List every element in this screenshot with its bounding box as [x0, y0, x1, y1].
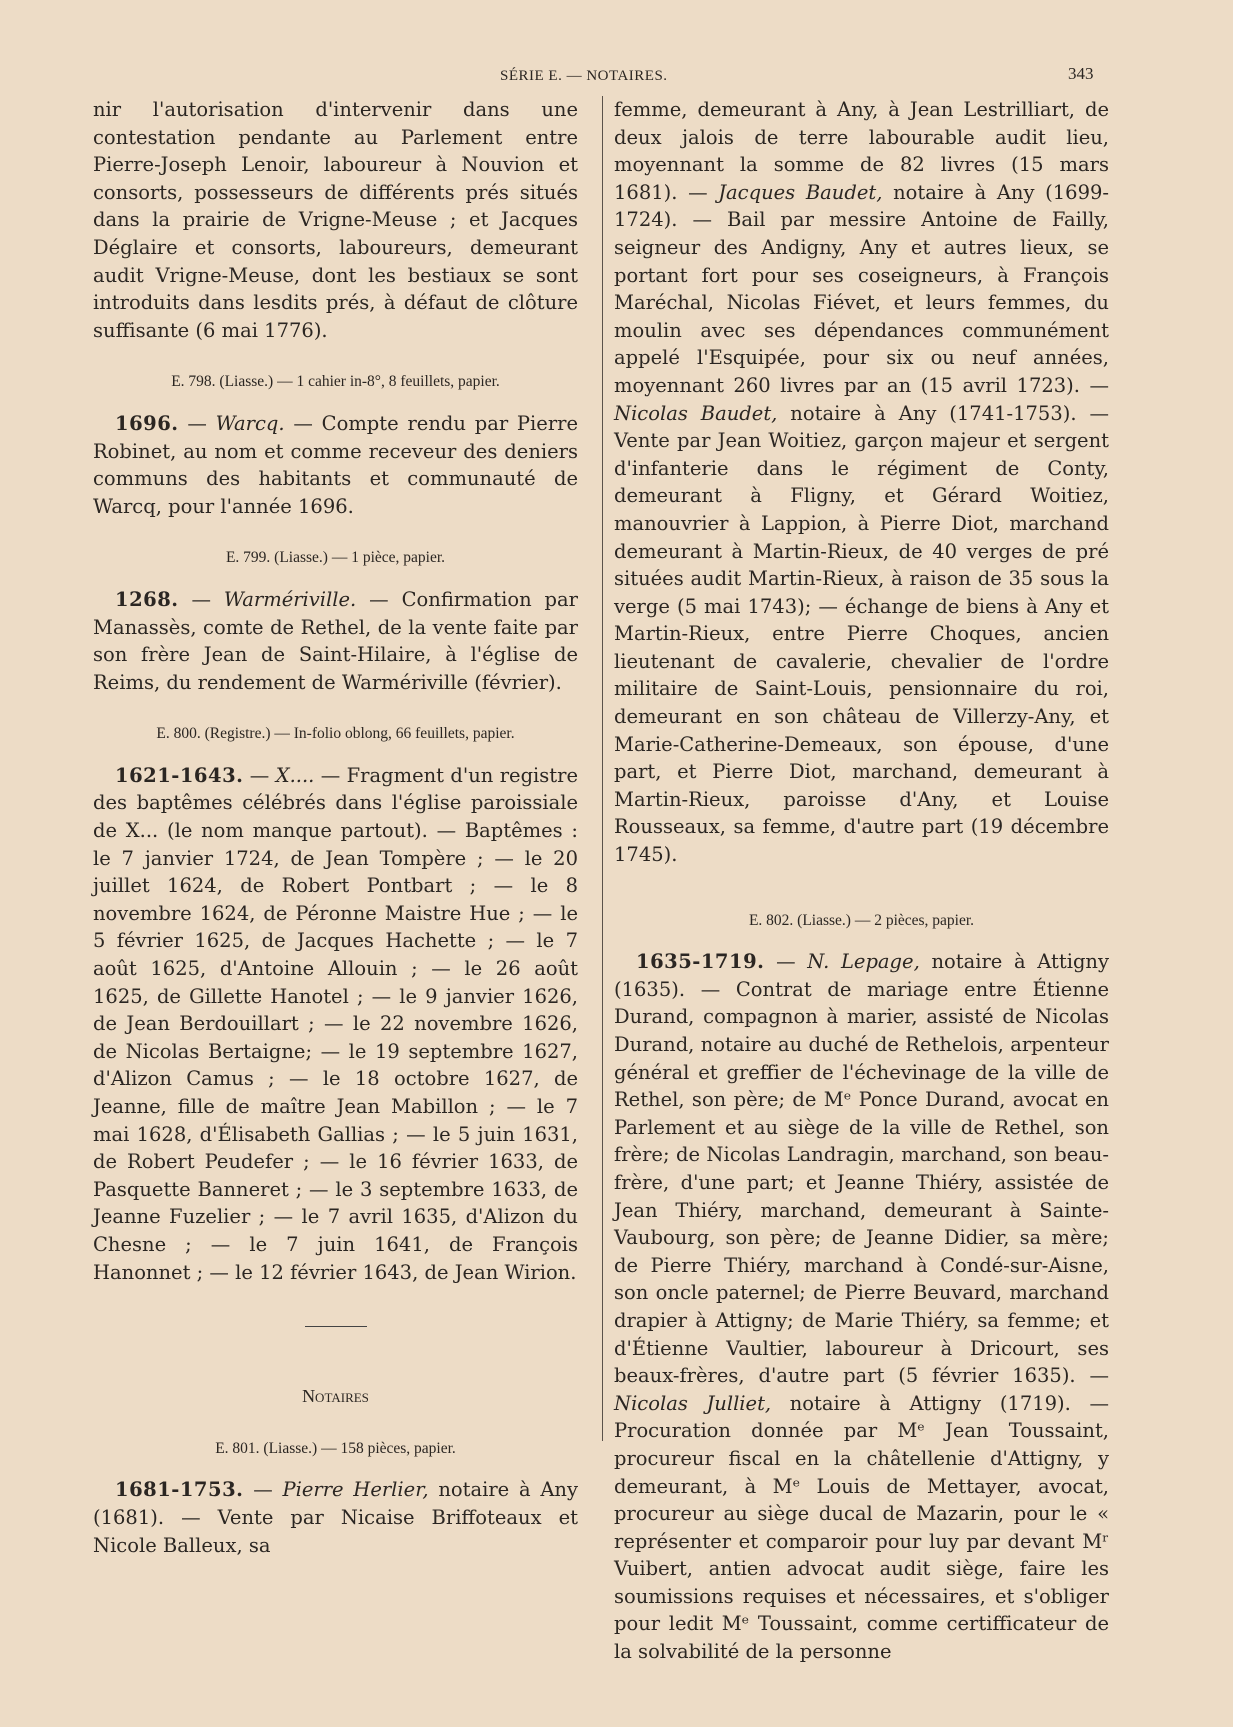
notary-name: Jacques Baudet,: [718, 180, 883, 204]
entry-reference-e800: E. 800. (Registre.) — In-folio oblong, 66 feuillets, papier.: [156, 725, 515, 743]
left-column: [93, 96, 578, 1559]
entry-date: 1621-1643.: [115, 763, 244, 787]
notary-name: N. Lepage,: [807, 950, 920, 974]
page-header: [0, 64, 1233, 90]
entry-text: femme, demeurant à Any, à Jean Lestrilliart, de deux jalois de terre labourable audit lieu, moyennant la somme de 82 livres (15 mars 1681). —: [614, 98, 1109, 204]
entry-text: notaire à Any (1681). — Vente par Nicaise Briffoteaux et Nicole Balleux, sa: [93, 1478, 579, 1557]
continued-paragraph: [614, 96, 1109, 869]
entry-reference-e802: E. 802. (Liasse.) — 2 pièces, papier.: [748, 911, 975, 929]
column-divider: [602, 96, 603, 1441]
entry-place: Warcq.: [215, 411, 285, 435]
entry-e802: 1635-1719. — N. Lepage, notaire à Attigny (1635). — Contrat de mariage entre Étienne Durand, compagnon à marier, assisté de Nicolas Durand, notaire au duché de Rethelois, arpenteur général et greffier de l'échevinage de la ville de Rethel, son père; de Mᵉ Ponce Durand, avocat en Parlement et au siège de la ville de Rethel, son frère; de Nicolas Landragin, marchand, son beau-frère, d'une part; et Jeanne Thiéry, assistée de Jean Thiéry, marchand, demeurant à Sainte-Vaubourg, son père; de Jeanne Didier, sa mère; de Pierre Thiéry, marchand à Condé-sur-Aisne, son oncle paternel; de Pierre Beuvard, marchand drapier à Attigny; de Marie Thiéry, sa femme; et d'Étienne Vaultier, laboureur à Dricourt, ses beaux-frères, d'autre part (5 février 1635). — Nicolas Julliet, notaire à Attigny (1719). — Procuration donnée par Mᵉ Jean Toussaint, procureur fiscal en la châtellenie d'Attigny, y demeurant, à Mᵉ Louis de Mettayer, avocat, procureur au siège ducal de Mazarin, pour le « représenter et comparoir pour luy par devant Mʳ Vuibert, antien advocat audit siège, faire les soumissions requises et nécessaires, et s'obliger pour ledit Mᵉ Toussaint, comme certifficateur de la solvabilité de la personne: [614, 950, 1109, 1664]
entry-text: Fragment d'un registre des baptêmes célébrés dans l'église paroissiale de X... (le nom manque partout). — Baptêmes : le 7 janvier 1724, de Jean Tompère ; — le 20 juillet 1624, de Robert Pontbart ; — le 8 novembre 1624, de Péronne Maistre Hue ; — le 5 février 1625, de Jacques Hachette ; — le 7 août 1625, d'Antoine Allouin ; — le 26 août 1625, de Gillette Hanotel ; — le 9 janvier 1626, de Jean Berdouillart ; — le 22 novembre 1626, de Nicolas Bertaigne; — le 19 septembre 1627, d'Alizon Camus ; — le 18 octobre 1627, de Jeanne, fille de maître Jean Mabillon ; — le 7 mai 1628, d'Élisabeth Gallias ; — le 5 juin 1631, de Robert Peudefer ; — le 16 février 1633, de Pasquette Banneret ; — le 3 septembre 1633, de Jeanne Fuzelier ; — le 7 avril 1635, d'Alizon du Chesne ; — le 7 juin 1641, de François Hanonnet ; — le 12 février 1643, de Jean Wirion.: [93, 763, 578, 1284]
entry-reference-e799: E. 799. (Liasse.) — 1 pièce, papier.: [225, 549, 446, 567]
section-title: Notaires: [302, 1386, 369, 1407]
entry-date: 1635-1719.: [636, 950, 765, 974]
entry-date: 1681-1753.: [115, 1478, 244, 1502]
entry-date: 1268.: [115, 587, 179, 611]
notary-name: Nicolas Julliet,: [614, 1391, 772, 1415]
entry-e799: 1268. — Warmériville. — Confirmation par Manassès, comte de Rethel, de la vente faite par son frère Jean de Saint-Hilaire, à l'église de Reims, du rendement de Warmériville (février).: [93, 587, 578, 694]
entry-place: X....: [275, 763, 315, 787]
section-separator: [305, 1326, 367, 1327]
entry-e801: 1681-1753. — Pierre Herlier, notaire à Any (1681). — Vente par Nicaise Briffoteaux et Nicole Balleux, sa: [93, 1478, 579, 1557]
entry-text: notaire à Attigny (1719). — Procuration donnée par Mᵉ Jean Toussaint, procureur fiscal en la châtellenie d'Attigny, y demeurant, à Mᵉ Louis de Mettayer, avocat, procureur au siège ducal de Mazarin, pour le « représenter et comparoir pour luy par devant Mʳ Vuibert, antien advocat audit siège, faire les soumissions requises et nécessaires, et s'obliger pour ledit Mᵉ Toussaint, comme certifficateur de la solvabilité de la personne: [614, 1391, 1109, 1664]
entry-text: notaire à Attigny (1635). — Contrat de mariage entre Étienne Durand, compagnon à marier, assisté de Nicolas Durand, notaire au duché de Rethelois, arpenteur général et greffier de l'échevinage de la ville de Rethel, son père; de Mᵉ Ponce Durand, avocat en Parlement et au siège de la ville de Rethel, son frère; de Nicolas Landragin, marchand, son beau-frère, d'une part; et Jeanne Thiéry, assistée de Jean Thiéry, marchand, demeurant à Sainte-Vaubourg, son père; de Jeanne Didier, sa mère; de Pierre Thiéry, marchand à Condé-sur-Aisne, son oncle paternel; de Pierre Beuvard, marchand drapier à Attigny; de Marie Thiéry, sa femme; et d'Étienne Vaultier, laboureur à Dricourt, ses beaux-frères, d'autre part (5 février 1635). —: [614, 950, 1109, 1388]
right-column: [614, 96, 1109, 1666]
entry-reference-e798: E. 798. (Liasse.) — 1 cahier in-8°, 8 feuillets, papier.: [171, 373, 500, 391]
entry-text: notaire à Any (1741-1753). — Vente par Jean Woitiez, garçon majeur et sergent d'infanterie dans le régiment de Conty, demeurant à Fligny, et Gérard Woitiez, manouvrier à Lappion, à Pierre Diot, marchand demeurant à Martin-Rieux, de 40 verges de pré situées audit Martin-Rieux, à raison de 35 sous la verge (5 mai 1743); — échange de biens à Any et Martin-Rieux, entre Pierre Choques, ancien lieutenant de cavalerie, chevalier de l'ordre militaire de Saint-Louis, pensionnaire du roi, demeurant en son château de Villerzy-Any, et Marie-Catherine-Demeaux, son épouse, d'une part, et Pierre Diot, marchand, demeurant à Martin-Rieux, paroisse d'Any, et Louise Rousseaux, sa femme, d'autre part (19 décembre 1745).: [614, 401, 1109, 867]
entry-text: notaire à Any (1699-1724). — Bail par messire Antoine de Failly, seigneur des Andigny, Any et autres lieux, se portant fort pour ses coseigneurs, à François Maréchal, Nicolas Fiévet, et leurs femmes, du moulin avec ses dépendances communément appelé l'Esquipée, pour six ou neuf années, moyennant 260 livres par an (15 avril 1723). —: [614, 180, 1109, 397]
entry-place: Warmériville.: [223, 587, 357, 611]
entry-reference-e801: E. 801. (Liasse.) — 158 pièces, papier.: [215, 1439, 456, 1457]
entry-date: 1696.: [115, 411, 179, 435]
notary-name: Nicolas Baudet,: [614, 401, 778, 425]
continued-paragraph: nir l'autorisation d'intervenir dans une contestation pendante au Parlement entre Pierre-Joseph Lenoir, laboureur à Nouvion et consorts, possesseurs de différents prés situés dans la prairie de Vrigne-Meuse ; et Jacques Déglaire et consorts, laboureurs, demeurant audit Vrigne-Meuse, dont les bestiaux se sont introduits dans lesdits prés, à défaut de clôture suffisante (6 mai 1776).: [93, 98, 578, 342]
entry-text: Compte rendu par Pierre Robinet, au nom et comme receveur des deniers communs des habitants et communauté de Warcq, pour l'année 1696.: [93, 411, 579, 518]
entry-e800: 1621-1643. — X.... — Fragment d'un registre des baptêmes célébrés dans l'église paroissiale de X... (le nom manque partout). — Baptêmes : le 7 janvier 1724, de Jean Tompère ; — le 20 juillet 1624, de Robert Pontbart ; — le 8 novembre 1624, de Péronne Maistre Hue ; — le 5 février 1625, de Jacques Hachette ; — le 7 août 1625, d'Antoine Allouin ; — le 26 août 1625, de Gillette Hanotel ; — le 9 janvier 1626, de Jean Berdouillart ; — le 22 novembre 1626, de Nicolas Bertaigne; — le 19 septembre 1627, d'Alizon Camus ; — le 18 octobre 1627, de Jeanne, fille de maître Jean Mabillon ; — le 7 mai 1628, d'Élisabeth Gallias ; — le 5 juin 1631, de Robert Peudefer ; — le 16 février 1633, de Pasquette Banneret ; — le 3 septembre 1633, de Jeanne Fuzelier ; — le 7 avril 1635, d'Alizon du Chesne ; — le 7 juin 1641, de François Hanonnet ; — le 12 février 1643, de Jean Wirion.: [93, 763, 578, 1284]
entry-text: Confirmation par Manassès, comte de Rethel, de la vente faite par son frère Jean de Saint-Hilaire, à l'église de Reims, du rendement de Warmériville (février).: [93, 587, 578, 694]
page-number: 343: [1068, 64, 1094, 83]
running-title: SÉRIE E. — NOTAIRES.: [500, 68, 668, 84]
entry-place: Pierre Herlier,: [282, 1478, 429, 1502]
entry-e798: 1696. — Warcq. — Compte rendu par Pierre Robinet, au nom et comme receveur des deniers communs des habitants et communauté de Warcq, pour l'année 1696.: [93, 411, 579, 518]
